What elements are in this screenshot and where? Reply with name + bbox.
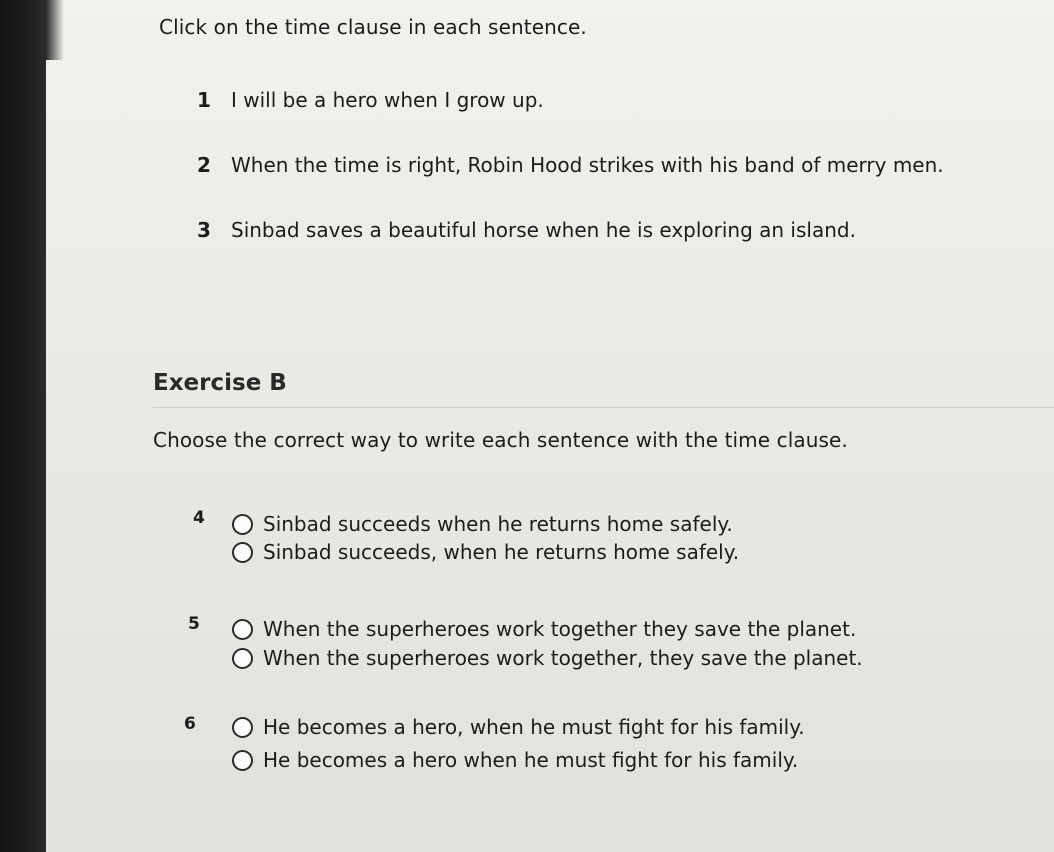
sentence-number: 1	[197, 88, 211, 112]
question-6-option-1[interactable]	[232, 715, 805, 739]
sentence-text[interactable]: I will be a hero when I grow up.	[231, 88, 544, 112]
sentence-2[interactable]	[197, 153, 944, 177]
exercise-a-instruction: Click on the time clause in each sentence.	[159, 15, 587, 39]
radio-button[interactable]	[232, 750, 253, 771]
question-6-option-2[interactable]	[232, 748, 798, 772]
question-number: 5	[188, 614, 200, 634]
question-4-option-1[interactable]	[232, 512, 733, 536]
question-number: 4	[193, 508, 205, 528]
option-label: He becomes a hero when he must fight for his family.	[263, 748, 799, 772]
option-label: Sinbad succeeds when he returns home safely.	[263, 512, 733, 536]
option-label: When the superheroes work together, they save the planet.	[263, 646, 863, 670]
sentence-text[interactable]: When the time is right, Robin Hood strikes with his band of merry men.	[231, 153, 944, 177]
option-label: Sinbad succeeds, when he returns home safely.	[263, 540, 740, 564]
radio-button[interactable]	[232, 648, 253, 669]
sentence-1[interactable]	[197, 88, 544, 112]
question-4-option-2[interactable]	[232, 540, 739, 564]
radio-button[interactable]	[232, 514, 253, 535]
dark-edge	[0, 0, 46, 852]
radio-button[interactable]	[232, 542, 253, 563]
radio-button[interactable]	[232, 717, 253, 738]
exercise-b-title: Exercise B	[153, 370, 287, 396]
question-5-option-2[interactable]	[232, 646, 863, 670]
sentence-3[interactable]	[197, 218, 856, 242]
question-5-option-1[interactable]	[232, 617, 856, 641]
sentence-number: 2	[197, 153, 211, 177]
divider	[153, 407, 1054, 408]
question-number: 6	[184, 714, 196, 734]
option-label: He becomes a hero, when he must fight for his family.	[263, 715, 805, 739]
exercise-b-instruction: Choose the correct way to write each sentence with the time clause.	[153, 428, 848, 452]
radio-button[interactable]	[232, 619, 253, 640]
edge-shadow	[46, 0, 64, 60]
sentence-text[interactable]: Sinbad saves a beautiful horse when he is exploring an island.	[231, 218, 856, 242]
option-label: When the superheroes work together they save the planet.	[263, 617, 857, 641]
sentence-number: 3	[197, 218, 211, 242]
